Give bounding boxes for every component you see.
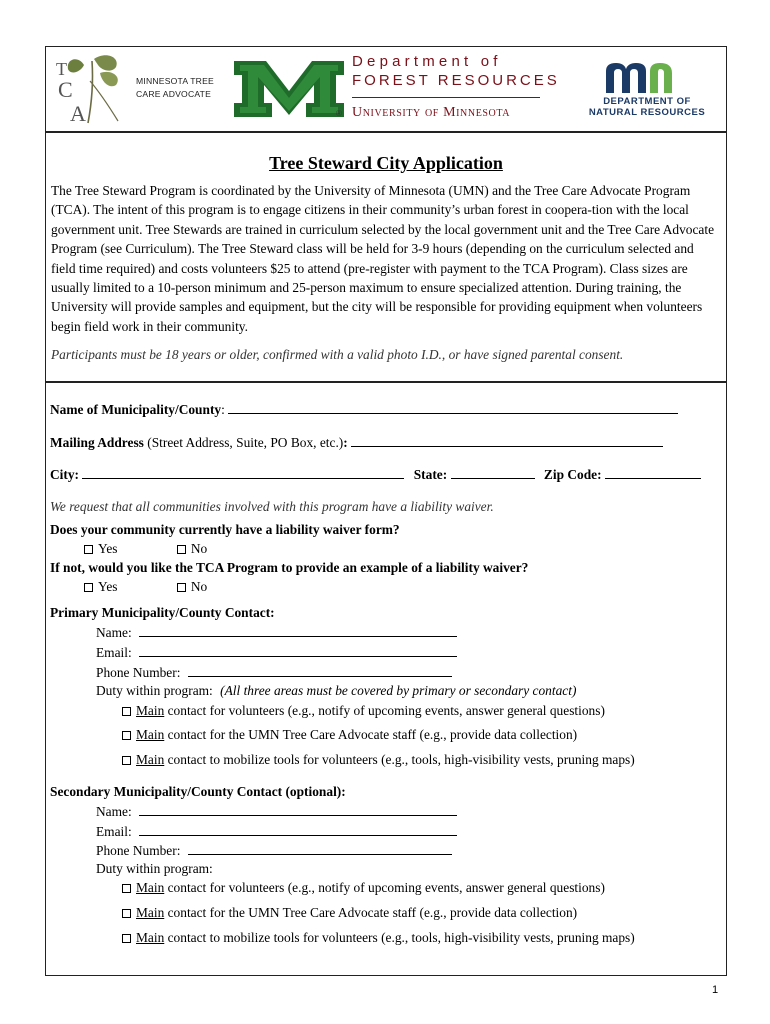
duty-1-text: contact for volunteers (e.g., notify of upcoming events, answer general questions) <box>164 703 605 718</box>
intro-section <box>46 133 726 383</box>
dnr-text-line1: DEPARTMENT OF <box>603 96 691 107</box>
page-number: 1 <box>712 984 719 996</box>
main-word: Main <box>136 727 165 742</box>
page-title: Tree Steward City Application <box>269 153 503 173</box>
dnr-mn-logo-icon <box>604 57 684 97</box>
university-name: University of Minnesota <box>352 105 511 120</box>
secondary-phone-field[interactable] <box>188 842 452 855</box>
main-word: Main <box>136 703 165 718</box>
city-row <box>50 466 701 483</box>
primary-duty-3-checkbox[interactable] <box>122 756 131 765</box>
no-label: No <box>190 541 208 556</box>
waiver-question-2: If not, would you like the TCA Program to provide an example of a liability waiver? <box>50 560 529 575</box>
svg-text:C: C <box>58 77 73 102</box>
registered-mark: ® <box>336 109 342 118</box>
secondary-duty-2-checkbox[interactable] <box>122 909 131 918</box>
city-field[interactable] <box>82 466 404 479</box>
duty-3-text: contact to mobilize tools for volunteers (e.g., tools, high-visibility vests, pruning maps) <box>164 930 635 945</box>
svg-text:T: T <box>56 59 67 79</box>
duty-label: Duty within program: <box>96 683 213 698</box>
primary-email-field[interactable] <box>139 644 457 657</box>
name-label: Name: <box>96 625 132 640</box>
mailing-row: Mailing Address (Street Address, Suite, PO Box, etc.): <box>50 434 663 451</box>
municipality-label: Name of Municipality/County <box>50 402 222 417</box>
yes-label: Yes <box>98 541 118 556</box>
primary-name-field[interactable] <box>139 624 457 637</box>
email-label: Email: <box>96 824 132 839</box>
primary-duty-3 <box>122 752 635 768</box>
secondary-duty-2 <box>122 905 577 921</box>
duty-2-text: contact for the UMN Tree Care Advocate staff (e.g., provide data collection) <box>164 727 578 742</box>
waiver-note: We request that all communities involved with this program have a liability waiver. <box>50 499 494 514</box>
no-label: No <box>190 579 208 594</box>
email-label: Email: <box>96 645 132 660</box>
main-word: Main <box>136 752 165 767</box>
zip-label: Zip Code: <box>543 467 602 482</box>
duty-label: Duty within program: <box>96 861 213 876</box>
secondary-duty-row <box>96 861 213 877</box>
secondary-name-field[interactable] <box>139 803 457 816</box>
phone-label: Phone Number: <box>96 843 181 858</box>
primary-contact-heading: Primary Municipality/County Contact: <box>50 605 275 620</box>
mailing-label: Mailing Address <box>50 435 144 450</box>
duty-hint: (All three areas must be covered by primary or secondary contact) <box>220 683 577 698</box>
secondary-contact-heading: Secondary Municipality/County Contact (optional): <box>50 784 346 799</box>
secondary-email-field[interactable] <box>139 823 457 836</box>
header-logos <box>46 47 726 133</box>
state-field[interactable] <box>451 466 535 479</box>
waiver-q1-yes-checkbox[interactable] <box>84 545 93 554</box>
state-label: State: <box>413 467 448 482</box>
waiver-q2-options <box>84 579 207 595</box>
primary-duty-2-checkbox[interactable] <box>122 731 131 740</box>
waiver-q1-no-checkbox[interactable] <box>177 545 186 554</box>
city-label: City: <box>50 467 80 482</box>
secondary-duty-1 <box>122 880 605 896</box>
secondary-email-row <box>96 823 457 840</box>
primary-duty-row <box>96 683 576 699</box>
svg-text:A: A <box>70 101 86 126</box>
main-word: Main <box>136 930 165 945</box>
dept-name-line2: FOREST RESOURCES <box>352 72 560 89</box>
duty-2-text: contact for the UMN Tree Care Advocate staff (e.g., provide data collection) <box>164 905 578 920</box>
secondary-duty-3 <box>122 930 635 946</box>
dept-name-line1: Department of <box>352 53 502 70</box>
waiver-q2-no-checkbox[interactable] <box>177 583 186 592</box>
age-requirement-note: Participants must be 18 years or older, confirmed with a valid photo I.D., or have signed parental consent. <box>51 347 624 362</box>
tca-leaf-logo-icon <box>54 51 134 127</box>
mailing-address-field[interactable] <box>351 434 663 447</box>
primary-duty-1-checkbox[interactable] <box>122 707 131 716</box>
municipality-row: Name of Municipality/County: <box>50 401 678 418</box>
waiver-q1-options <box>84 541 207 557</box>
primary-phone-row <box>96 664 452 681</box>
municipality-field[interactable] <box>228 401 678 414</box>
primary-duty-1 <box>122 703 605 719</box>
mailing-hint: (Street Address, Suite, PO Box, etc.) <box>147 435 344 450</box>
tca-text-line1: MINNESOTA TREE <box>136 76 214 86</box>
main-word: Main <box>136 880 165 895</box>
tca-wordmark <box>136 75 214 101</box>
primary-email-row <box>96 644 457 661</box>
secondary-duty-1-checkbox[interactable] <box>122 884 131 893</box>
secondary-phone-row <box>96 842 452 859</box>
zip-field[interactable] <box>605 466 701 479</box>
primary-duty-2 <box>122 727 577 743</box>
name-label: Name: <box>96 804 132 819</box>
secondary-duty-3-checkbox[interactable] <box>122 934 131 943</box>
intro-paragraph: The Tree Steward Program is coordinated by the University of Minnesota (UMN) and the Tree Care Advocate Program (TCA). The intent of this program is to engage citizens in their community’s urban forest in coopera-tion with the local government unit. Tree Stewards are trained in curriculum selected by the local government unit and the Tree Care Advocate Program (see Curriculum). The Tree Steward class will be held for 3-9 hours (depending on the curriculum selected and field time required) and costs volunteers $25 to attend (pre-register with payment to the TCA Program). Class sizes are usually limited to a 10-person minimum and 25-person maximum to ensure specialized attention. During training, the University will provide samples and equipment, but the city will be responsible for providing equipment when volunteers begin field work in their community. <box>51 183 715 334</box>
primary-phone-field[interactable] <box>188 664 452 677</box>
phone-label: Phone Number: <box>96 665 181 680</box>
waiver-q2-yes-checkbox[interactable] <box>84 583 93 592</box>
duty-3-text: contact to mobilize tools for volunteers (e.g., tools, high-visibility vests, pruning maps) <box>164 752 635 767</box>
yes-label: Yes <box>98 579 118 594</box>
primary-name-row <box>96 624 457 641</box>
duty-1-text: contact for volunteers (e.g., notify of upcoming events, answer general questions) <box>164 880 605 895</box>
main-word: Main <box>136 905 165 920</box>
tca-text-line2: CARE ADVOCATE <box>136 89 212 99</box>
waiver-question-1: Does your community currently have a liability waiver form? <box>50 522 400 537</box>
dept-divider <box>352 97 540 98</box>
dnr-text-line2: NATURAL RESOURCES <box>588 107 706 118</box>
secondary-name-row <box>96 803 457 820</box>
umn-block-m-icon <box>232 55 346 123</box>
dnr-wordmark <box>574 96 720 118</box>
